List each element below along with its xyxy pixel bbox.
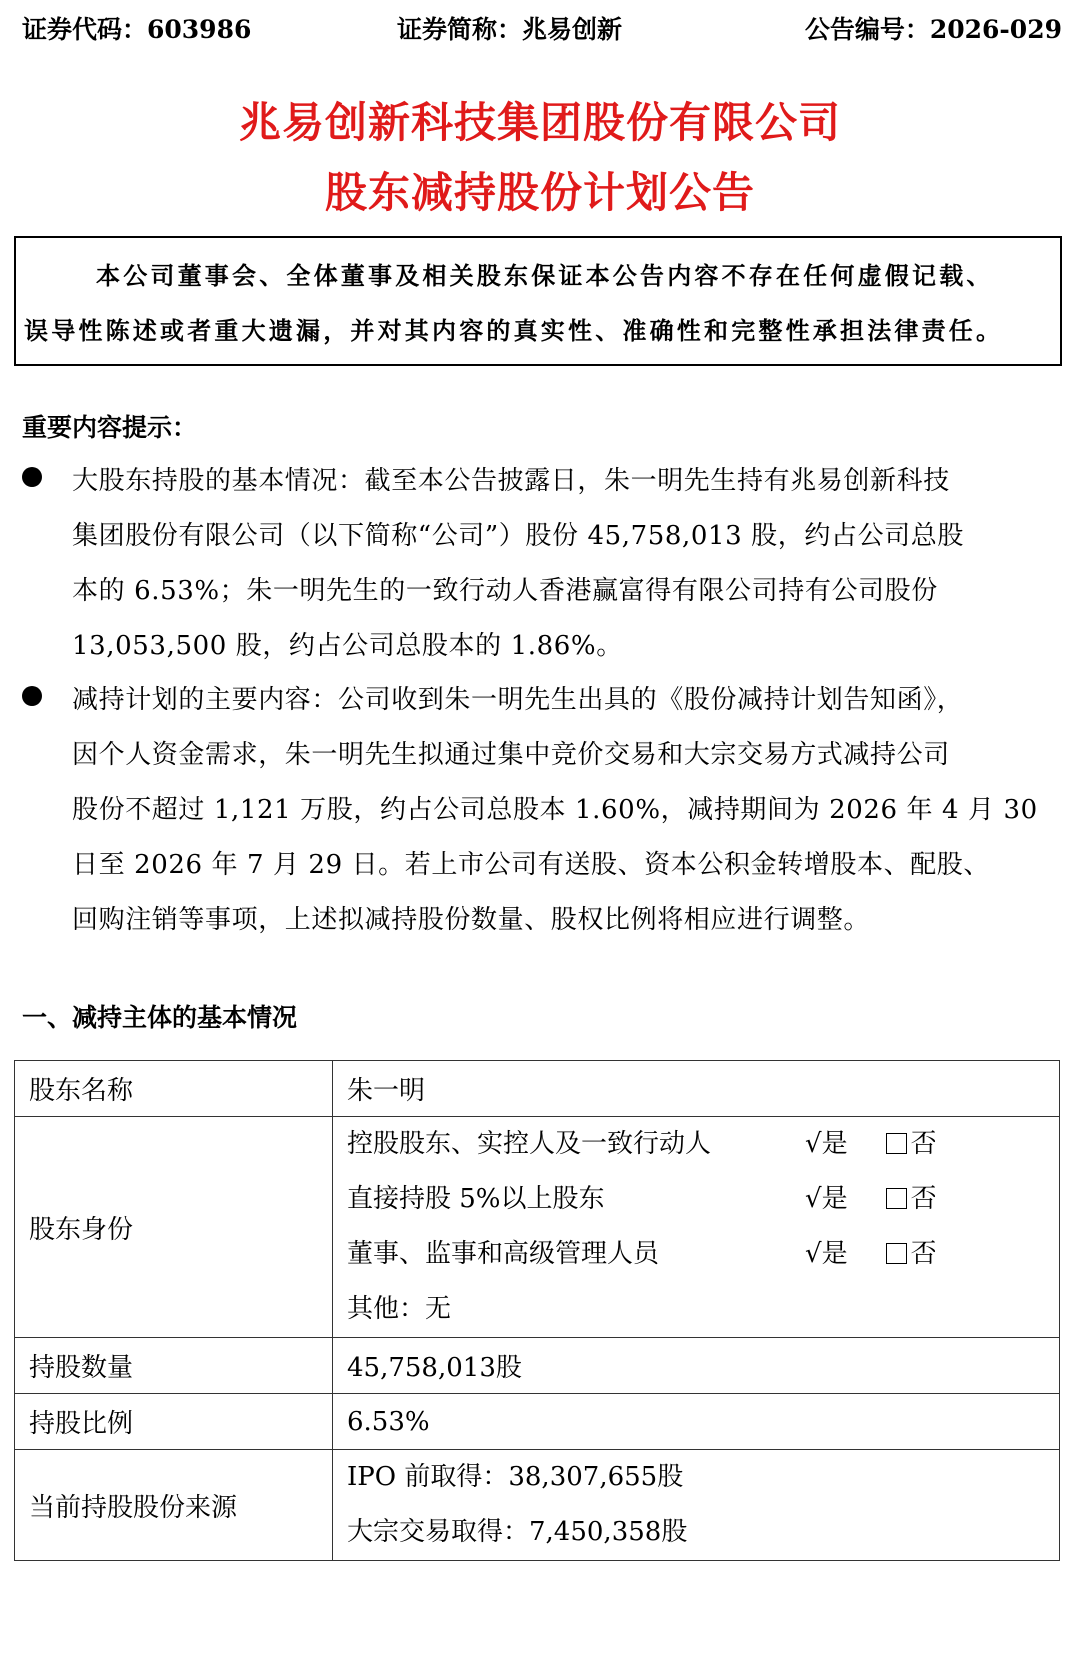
shareholder-name-label: 股东名称 <box>15 1061 333 1117</box>
checked-yes: √是 <box>805 1129 848 1159</box>
highlight-line: 大股东持股的基本情况：截至本公告披露日，朱一明先生持有兆易创新科技 <box>72 466 950 496</box>
highlight-line: 日至 2026 年 7 月 29 日。若上市公司有送股、资本公积金转增股本、配股、 <box>72 850 990 880</box>
notice-number: 公告编号：2026-029 <box>804 15 1062 44</box>
highlight-line: 回购注销等事项，上述拟减持股份数量、股权比例将相应进行调整。 <box>72 905 871 935</box>
identity-other: 其他：无 <box>347 1294 452 1324</box>
section-heading: 一、减持主体的基本情况 <box>22 1003 298 1032</box>
identity-option <box>347 1117 1059 1172</box>
shares-held-value: 45,758,013股 <box>333 1338 1060 1394</box>
share-source-label: 当前持股股份来源 <box>15 1450 333 1561</box>
table-row <box>15 1117 1060 1338</box>
notice-title: 股东减持股份计划公告 <box>324 168 755 217</box>
checkbox-icon <box>886 1188 907 1209</box>
checkbox-icon <box>886 1133 907 1154</box>
highlight-line: 股份不超过 1,121 万股，约占公司总股本 1.60%，减持期间为 2026 年 4 月 30 <box>72 795 1038 825</box>
shareholder-identity-options <box>333 1117 1060 1338</box>
highlights-heading: 重要内容提示： <box>22 413 198 442</box>
highlight-line: 13,053,500 股，约占公司总股本的 1.86%。 <box>72 631 623 661</box>
share-source-line: 大宗交易取得：7,450,358股 <box>347 1517 688 1547</box>
option-no: 否 <box>910 1129 937 1159</box>
bullet-icon <box>22 467 42 487</box>
identity-option-label: 控股股东、实控人及一致行动人 <box>347 1129 712 1159</box>
highlight-line: 集团股份有限公司（以下简称“公司”）股份 45,758,013 股，约占公司总股 <box>72 521 964 551</box>
share-source-line: IPO 前取得：38,307,655股 <box>347 1462 684 1492</box>
declaration-box <box>14 236 1062 366</box>
shares-held-label: 持股数量 <box>15 1338 333 1394</box>
shareholder-name-value: 朱一明 <box>333 1061 1060 1117</box>
option-no: 否 <box>910 1184 937 1214</box>
table-row <box>15 1450 1060 1561</box>
option-no: 否 <box>910 1239 937 1269</box>
shareholder-info-table <box>14 1060 1060 1561</box>
table-row <box>15 1394 1060 1450</box>
declaration-line: 本公司董事会、全体董事及相关股东保证本公告内容不存在任何虚假记载、 <box>96 261 994 290</box>
highlight-line: 减持计划的主要内容：公司收到朱一明先生出具的《股份减持计划告知函》， <box>72 685 964 715</box>
declaration-line: 误导性陈述或者重大遗漏，并对其内容的真实性、准确性和完整性承担法律责任。 <box>24 316 1004 345</box>
identity-option-label: 直接持股 5%以上股东 <box>347 1184 605 1214</box>
checked-yes: √是 <box>805 1184 848 1214</box>
bullet-icon <box>22 686 42 706</box>
holding-ratio-value: 6.53% <box>333 1394 1060 1450</box>
identity-option <box>347 1172 1059 1227</box>
identity-option-label: 董事、监事和高级管理人员 <box>347 1239 660 1269</box>
document-header <box>22 10 1062 50</box>
checkbox-icon <box>886 1243 907 1264</box>
table-row <box>15 1061 1060 1117</box>
security-short-name: 证券简称：兆易创新 <box>397 15 623 44</box>
highlight-line: 因个人资金需求，朱一明先生拟通过集中竞价交易和大宗交易方式减持公司 <box>72 740 950 770</box>
security-code: 证券代码：603986 <box>22 15 252 44</box>
share-source-values <box>333 1450 1060 1561</box>
company-name-title: 兆易创新科技集团股份有限公司 <box>238 98 841 147</box>
table-row <box>15 1338 1060 1394</box>
holding-ratio-label: 持股比例 <box>15 1394 333 1450</box>
highlight-line: 本的 6.53%；朱一明先生的一致行动人香港赢富得有限公司持有公司股份 <box>72 576 938 606</box>
shareholder-identity-label: 股东身份 <box>15 1117 333 1338</box>
checked-yes: √是 <box>805 1239 848 1269</box>
identity-option <box>347 1227 1059 1282</box>
